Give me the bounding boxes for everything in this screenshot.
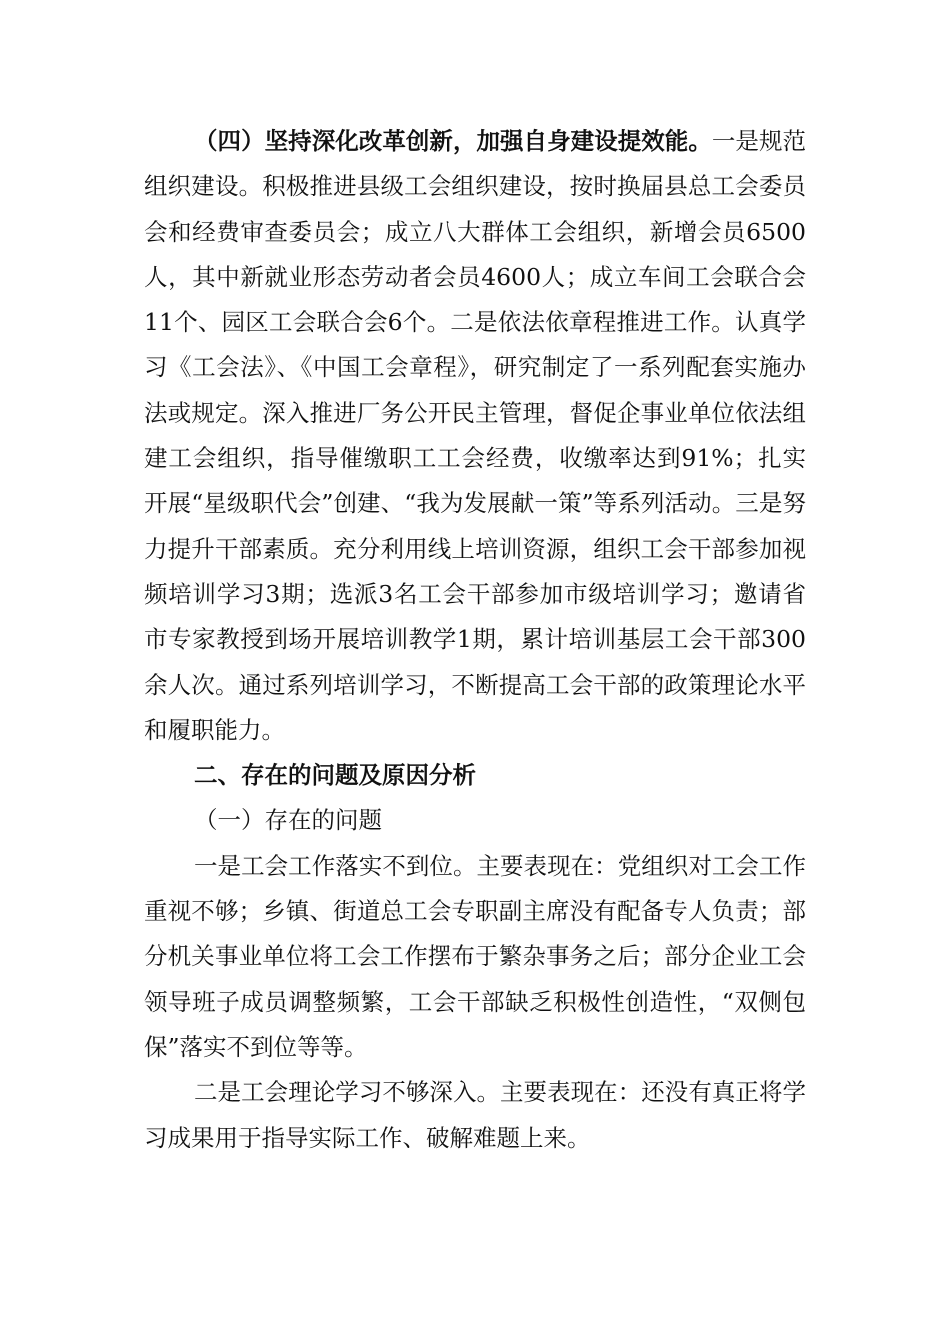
section-heading-problems: 二、存在的问题及原因分析 xyxy=(194,761,476,790)
section4-paragraph xyxy=(144,119,806,753)
problem-2-paragraph: 二是工会理论学习不够深入。主要表现在：还没有真正将学习成果用于指导实际工作、破解难题上来。 xyxy=(144,1078,806,1152)
document-body xyxy=(144,119,806,1161)
section4-lead: （四）坚持深化改革创新，加强自身建设提效能。 xyxy=(194,127,712,155)
section4-body: 一是规范组织建设。积极推进县级工会组织建设，按时换届县总工会委员会和经费审查委员会；成立八大群体工会组织，新增会员6500人，其中新就业形态劳动者会员4600人；成立车间工会联合会11个、园区工会联合会6个。二是依法依章程推进工作。认真学习《工会法》、《中国工会章程》，研究制定了一系列配套实施办法或规定。深入推进厂务公开民主管理，督促企事业单位依法组建工会组织，指导催缴职工工会经费，收缴率达到91%；扎实开展“星级职代会”创建、“我为发展献一策”等系列活动。三是努力提升干部素质。充分利用线上培训资源，组织工会干部参加视频培训学习3期；选派3名工会干部参加市级培训学习；邀请省市专家教授到场开展培训教学1期，累计培训基层工会干部300余人次。通过系列培训学习，不断提高工会干部的政策理论水平和履职能力。 xyxy=(144,127,807,744)
problem-1-paragraph: 一是工会工作落实不到位。主要表现在：党组织对工会工作重视不够；乡镇、街道总工会专职副主席没有配备专人负责；部分机关事业单位将工会工作摆布于繁杂事务之后；部分企业工会领导班子成员调整频繁，工会干部缺乏积极性创造性，“双侧包保”落实不到位等等。 xyxy=(144,851,806,1061)
subheading-existing-problems: （一）存在的问题 xyxy=(194,806,382,835)
